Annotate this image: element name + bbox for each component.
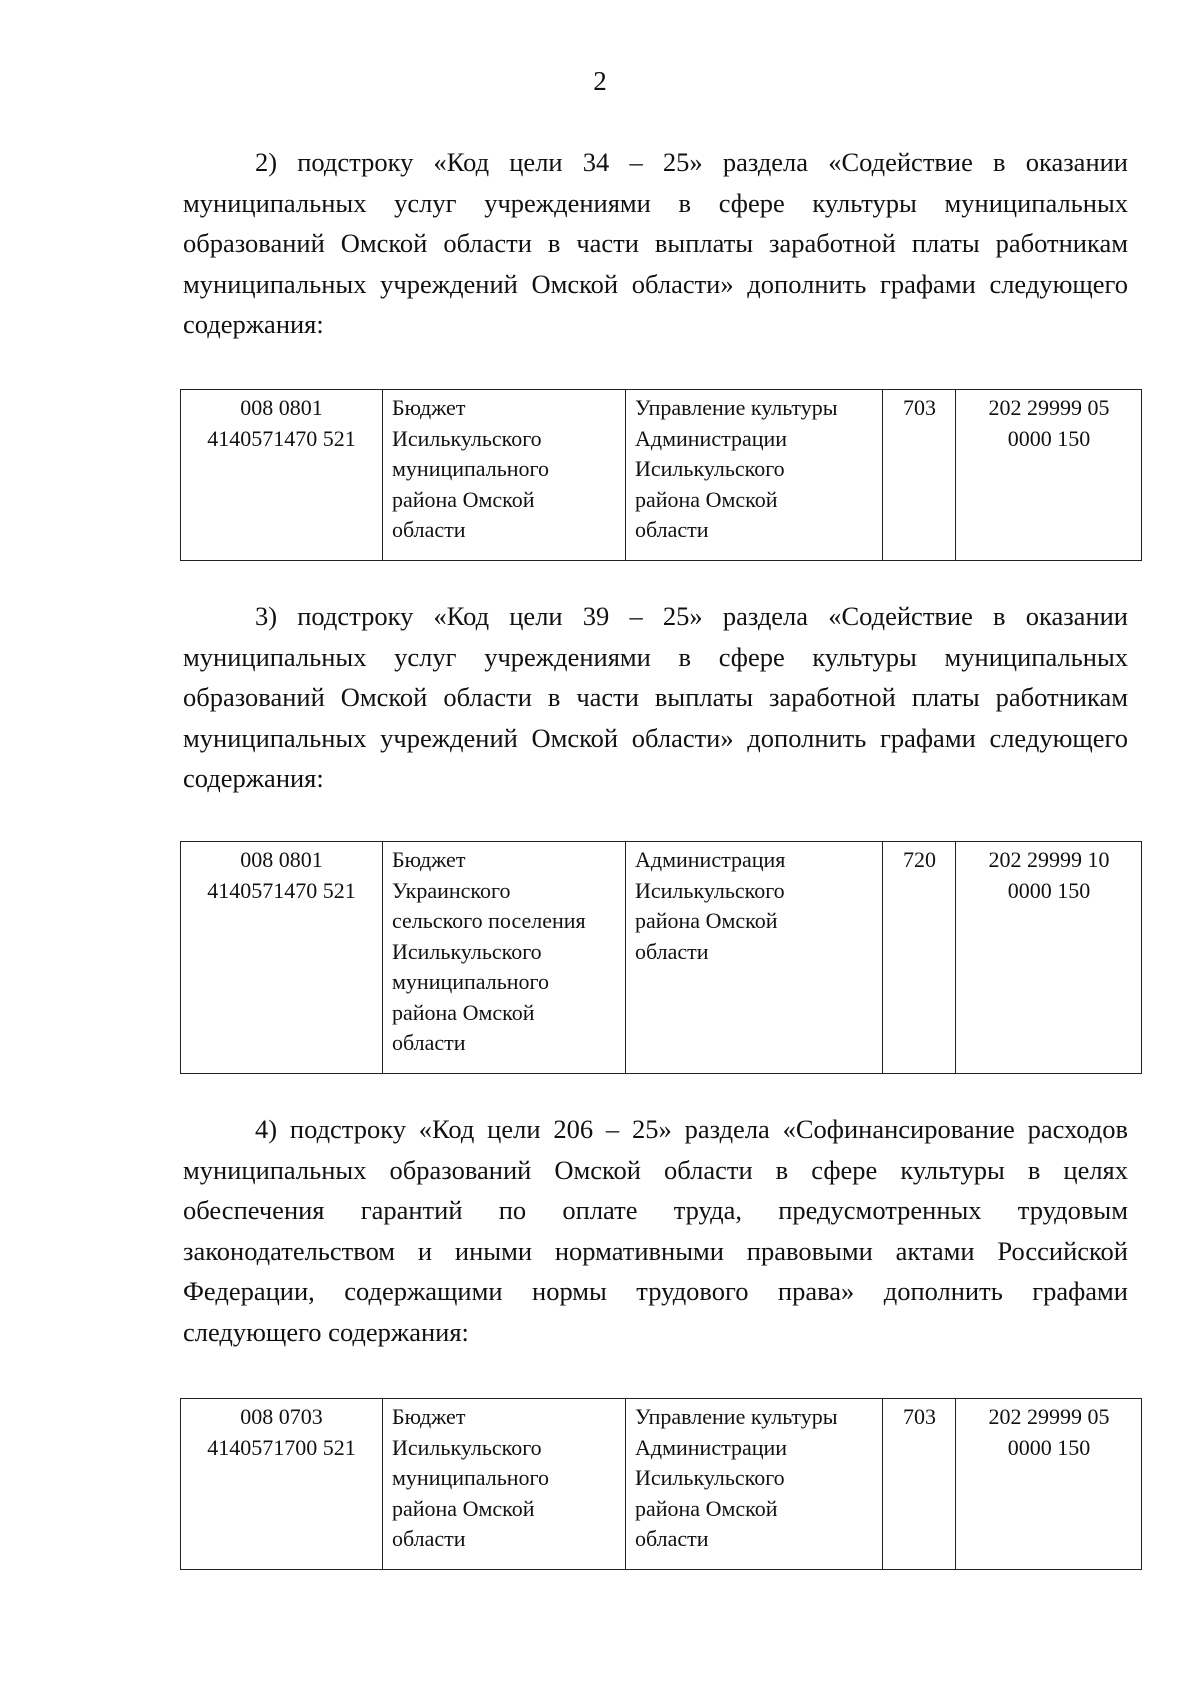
admin-code-cell: 703 — [883, 390, 956, 561]
admin-code-cell: 703 — [883, 1399, 956, 1570]
amendment-table-4 — [180, 1398, 1142, 1570]
table-row — [181, 842, 1142, 1074]
administrator-cell: Управление культуры Администрации Исилькульского района Омской области — [626, 1399, 883, 1570]
revenue-code-cell: 202 29999 05 0000 150 — [956, 1399, 1142, 1570]
table-row — [181, 390, 1142, 561]
administrator-cell: Администрация Исилькульского района Омской области — [626, 842, 883, 1074]
amendment-paragraph-4: 4) подстроку «Код цели 206 – 25» раздела «Софинансирование расходов муниципальных образований Омской области в сфере культуры в целях обеспечения гарантий по оплате труда, предусмотренных трудовым законодательством и иными нормативными правовыми актами Российской Федерации, содержащими нормы трудового права» дополнить графами следующего содержания: — [183, 1114, 1128, 1347]
table-row — [181, 1399, 1142, 1570]
amendment-paragraph-2: 2) подстроку «Код цели 34 – 25» раздела «Содействие в оказании муниципальных услуг учреждениями в сфере культуры муниципальных образований Омской области в части выплаты заработной платы работникам муниципальных учреждений Омской области» дополнить графами следующего содержания: — [183, 147, 1128, 339]
target-code-cell: 008 0801 4140571470 521 — [181, 842, 383, 1074]
budget-cell: Бюджет Исилькульского муниципального района Омской области — [383, 1399, 626, 1570]
page-number: 2 — [593, 66, 607, 96]
revenue-code-cell: 202 29999 10 0000 150 — [956, 842, 1142, 1074]
administrator-cell: Управление культуры Администрации Исилькульского района Омской области — [626, 390, 883, 561]
amendment-table-3 — [180, 841, 1142, 1074]
amendment-table-2 — [180, 389, 1142, 561]
budget-cell: Бюджет Исилькульского муниципального района Омской области — [383, 390, 626, 561]
budget-cell: Бюджет Украинского сельского поселения Исилькульского муниципального района Омской области — [383, 842, 626, 1074]
amendment-paragraph-3: 3) подстроку «Код цели 39 – 25» раздела «Содействие в оказании муниципальных услуг учреждениями в сфере культуры муниципальных образований Омской области в части выплаты заработной платы работникам муниципальных учреждений Омской области» дополнить графами следующего содержания: — [183, 601, 1128, 793]
target-code-cell: 008 0801 4140571470 521 — [181, 390, 383, 561]
target-code-cell: 008 0703 4140571700 521 — [181, 1399, 383, 1570]
revenue-code-cell: 202 29999 05 0000 150 — [956, 390, 1142, 561]
admin-code-cell: 720 — [883, 842, 956, 1074]
